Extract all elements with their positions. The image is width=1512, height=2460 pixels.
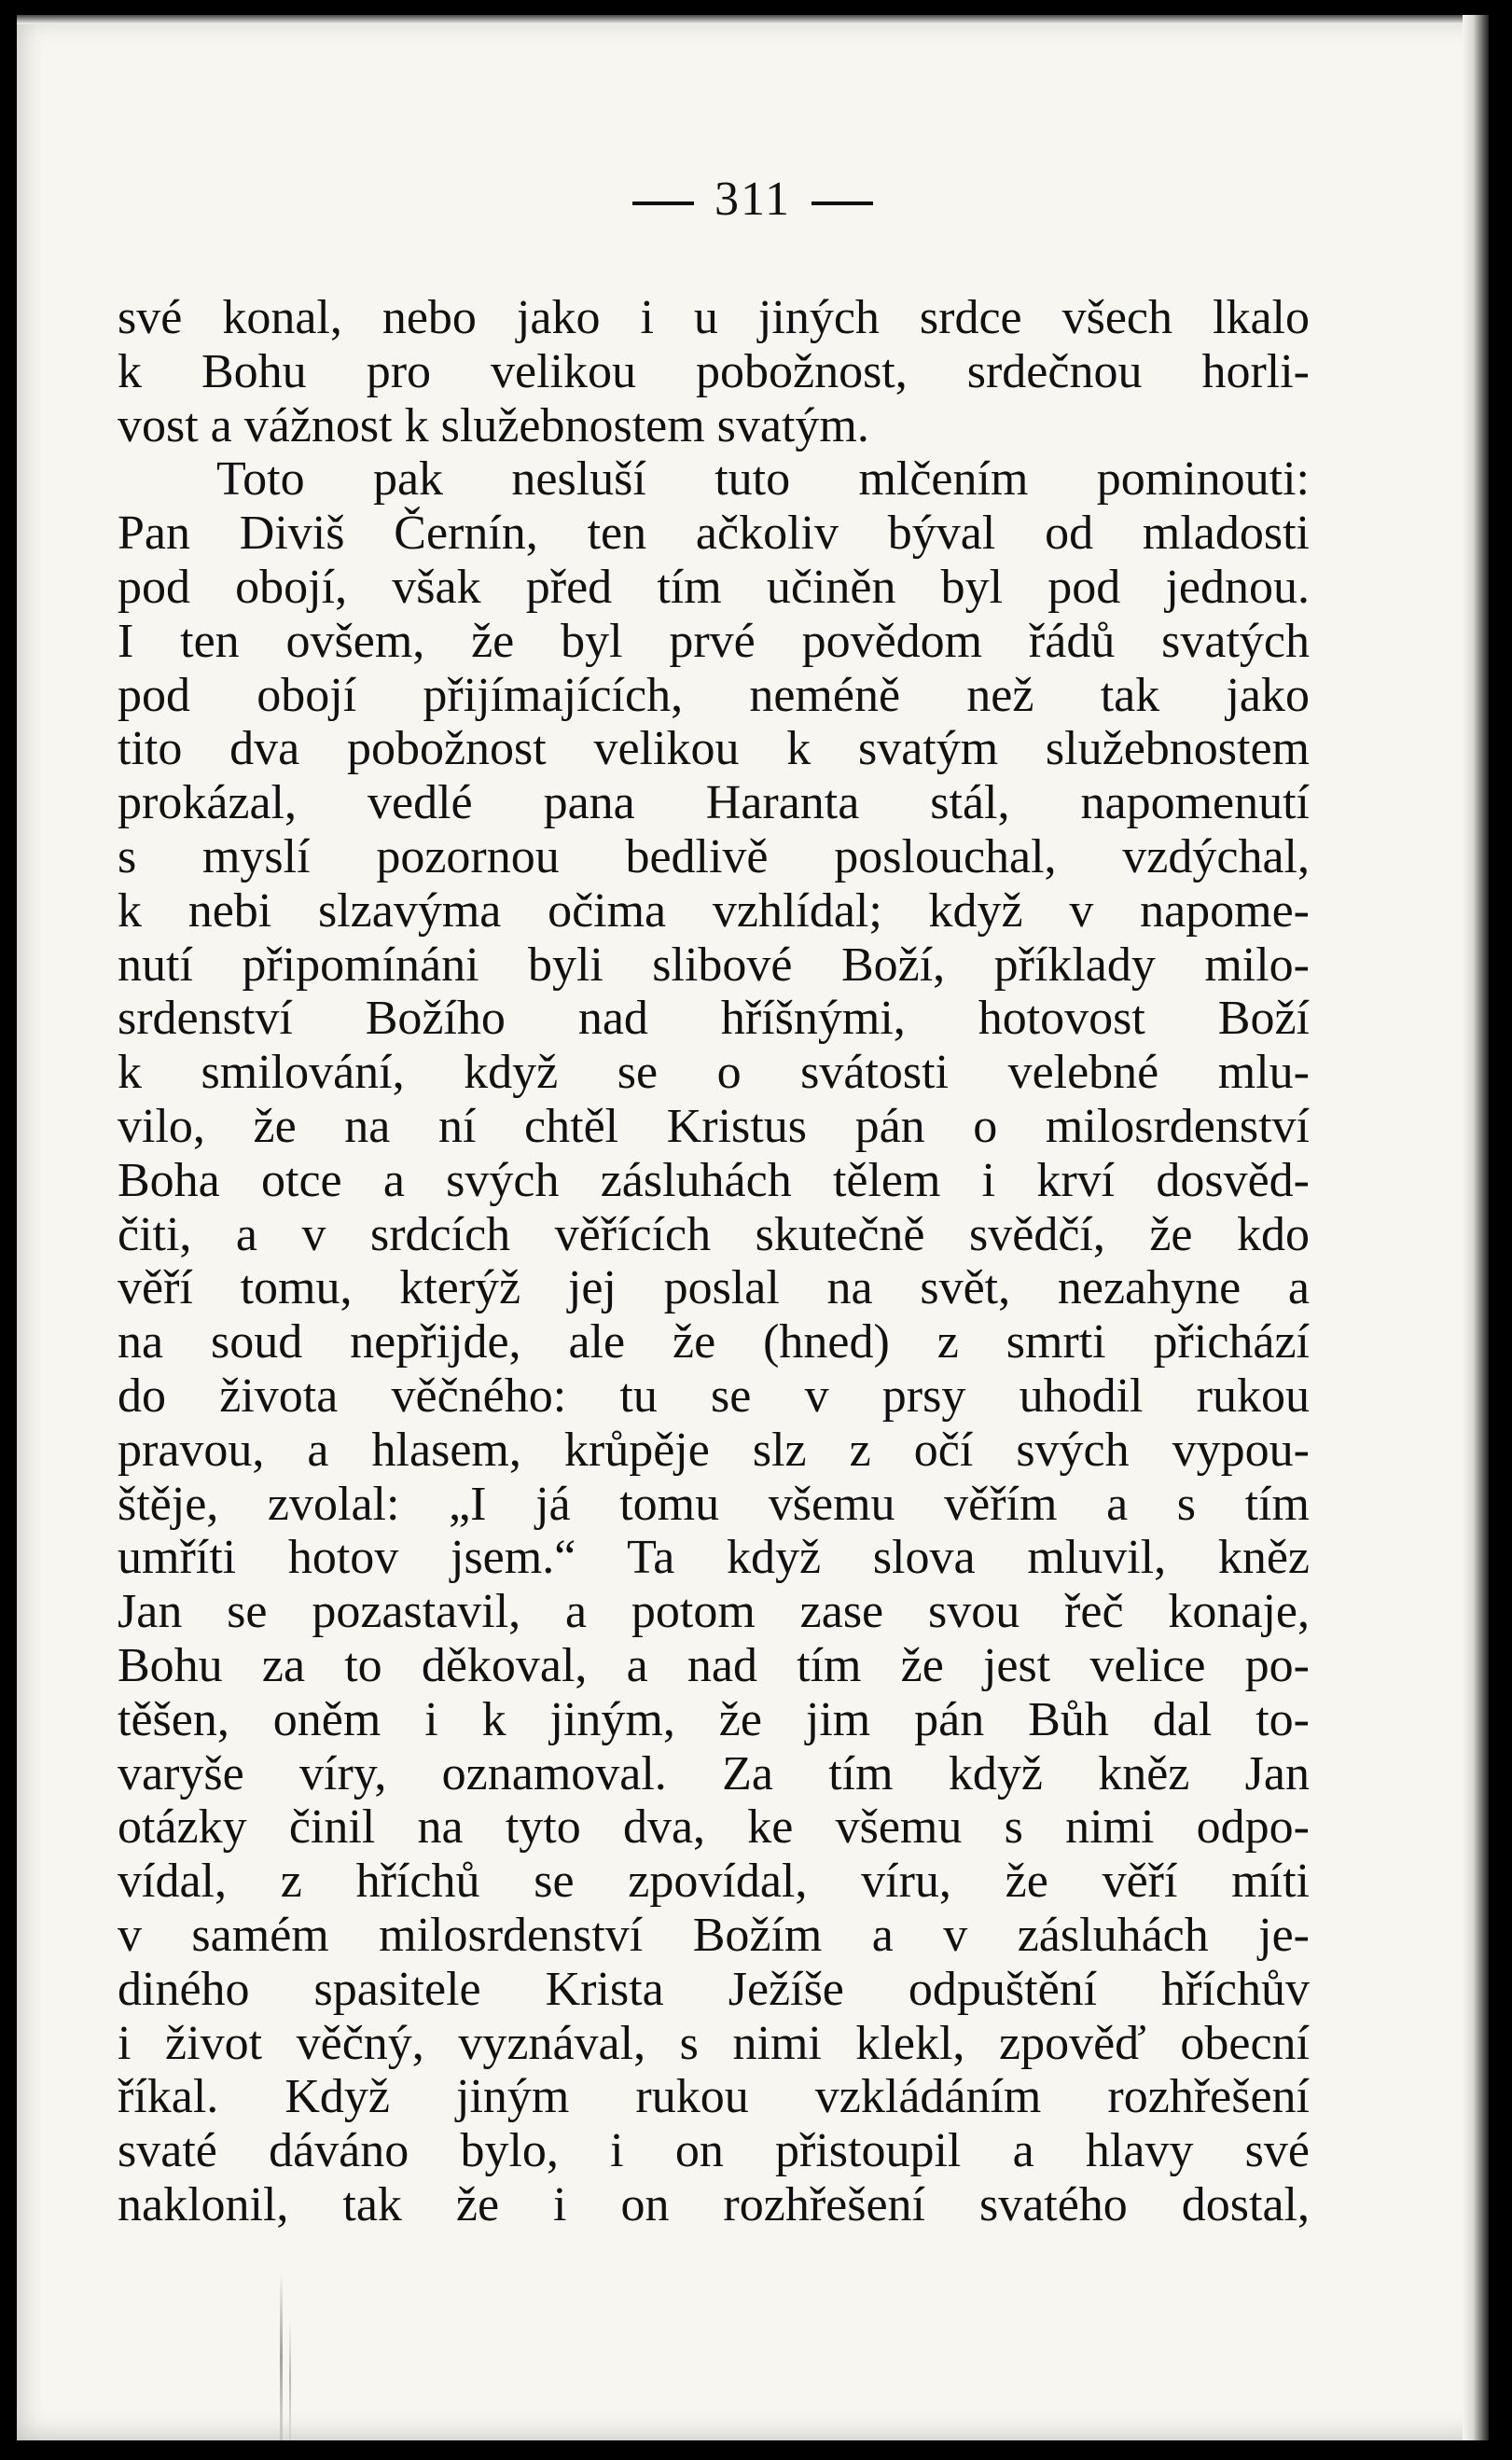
paper-crease [289,2319,291,2440]
text-line: těšen, oněm i k jiným, že jim pán Bůh dal to- [118,1692,1310,1746]
text-line: otázky činil na tyto dva, ke všemu s nimi odpo- [118,1800,1310,1855]
text-line: Pan Diviš Černín, ten ačkoliv býval od mladosti [118,507,1310,561]
text-line: vost a vážnost k služebnostem svatým. [118,398,869,452]
text-line: pod obojí přijímajících, neméně než tak jako [118,668,1310,722]
page-right-edge [1463,15,1489,2440]
right-dash [811,202,873,205]
text-line: v samém milosrdenství Božím a v zásluhách je- [118,1908,1310,1962]
text-line: k smilování, když se o svátosti velebné mlu- [118,1046,1310,1100]
text-line: pravou, a hlasem, krůpěje slz z očí svých vypou- [118,1423,1310,1477]
text-line: pod obojí, však před tím učiněn byl pod jednou. [118,560,1310,614]
text-line: diného spasitele Krista Ježíše odpuštění hříchův [118,1962,1310,2016]
text-line: k Bohu pro velikou pobožnost, srdečnou horli- [118,344,1310,398]
text-line: svaté dáváno bylo, i on přistoupil a hlavy své [118,2124,1310,2178]
text-line: štěje, zvolal: „I já tomu všemu věřím a s tím [118,1477,1310,1531]
text-line: věří tomu, kterýž jej poslal na svět, nezahyne a [118,1261,1310,1315]
text-line: čiti, a v srdcích věřících skutečně svědčí, že kdo [118,1207,1310,1261]
text-line: k nebi slzavýma očima vzhlídal; když v napome- [118,883,1310,938]
book-page [17,15,1489,2440]
text-line: říkal. Když jiným rukou vzkládáním rozhřešení [118,2070,1310,2124]
text-line: na soud nepřijde, ale že (hned) z smrti přichází [118,1315,1310,1369]
text-line: s myslí pozornou bedlivě poslouchal, vzdýchal, [118,829,1310,883]
text-line: své konal, nebo jako i u jiných srdce všech lkalo [118,291,1310,344]
text-line: tito dva pobožnost velikou k svatým služebnostem [118,722,1310,776]
text-line: vilo, že na ní chtěl Kristus pán o milosrdenství [118,1099,1310,1153]
page-number-header [17,172,1489,227]
page-top-edge [17,15,1489,24]
text-line: Bohu za to děkoval, a nad tím že jest velice po- [118,1638,1310,1692]
text-line: vídal, z hříchů se zpovídal, víru, že věří míti [118,1855,1310,1909]
text-line: naklonil, tak že i on rozhřešení svatého dostal, [118,2177,1310,2231]
text-line: srdenství Božího nad hříšnými, hotovost Boží [118,992,1310,1046]
text-line: Toto pak nesluší tuto mlčením pominouti: [216,452,1310,507]
text-line: Boha otce a svých zásluhách tělem i krví dosvěd- [118,1153,1310,1207]
text-line: prokázal, vedlé pana Haranta stál, napomenutí [118,776,1310,830]
text-line: i život věčný, vyznával, s nimi klekl, zpověď obecní [118,2016,1310,2070]
text-line: Jan se pozastavil, a potom zase svou řeč konaje, [118,1585,1310,1639]
paper-crease [280,2272,283,2440]
text-line: varyše víry, oznamoval. Za tím když kněz Jan [118,1746,1310,1800]
left-dash [632,202,694,205]
text-line: umříti hotov jsem.“ Ta když slova mluvil, kněz [118,1531,1310,1585]
text-line: do života věčného: tu se v prsy uhodil rukou [118,1369,1310,1423]
text-line: I ten ovšem, že byl prvé povědom řádů svatých [118,614,1310,668]
page-number: 311 [714,173,792,226]
text-line: nutí připomínáni byli slibové Boží, příklady milo- [118,938,1310,992]
body-text [118,291,1310,2232]
